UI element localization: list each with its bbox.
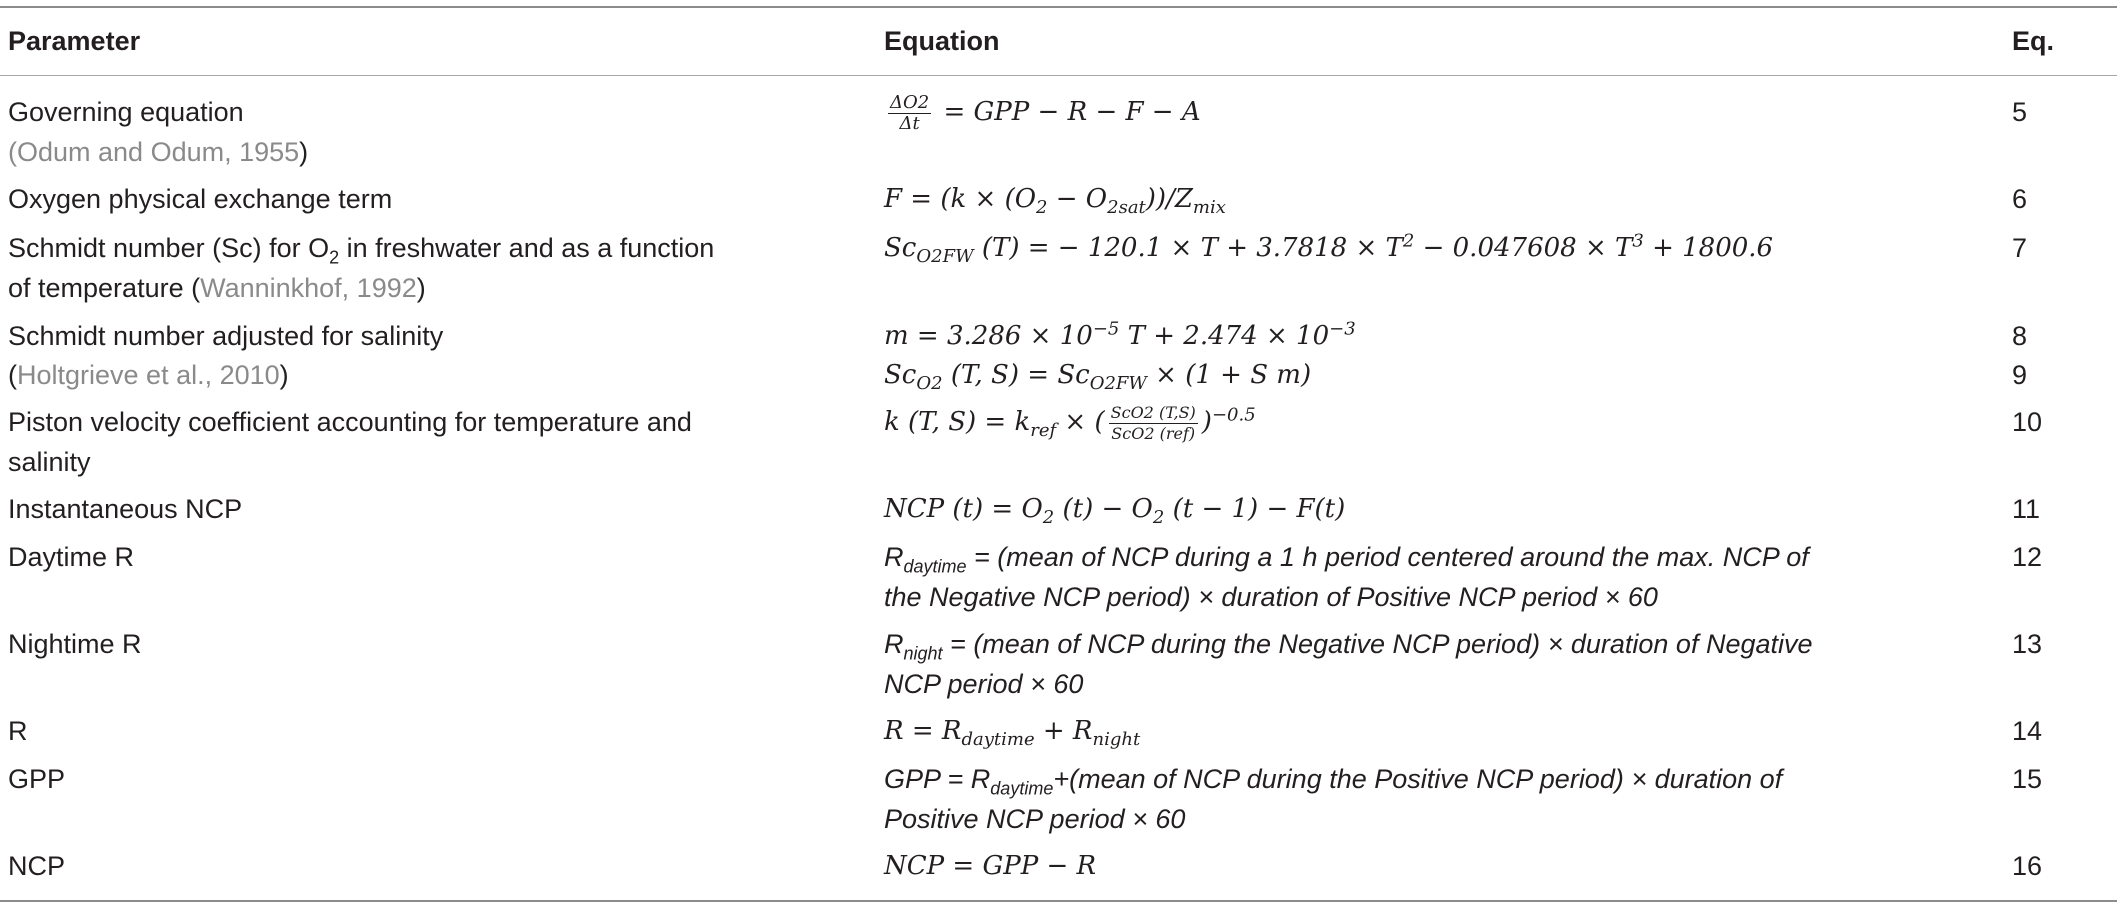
citation: Wanninkhof, 1992 xyxy=(200,273,417,303)
table-top-rule xyxy=(0,6,2117,8)
citation-paren: ) xyxy=(279,360,289,390)
fraction-numerator: ΔO2 xyxy=(890,91,930,113)
subscript: O2FW xyxy=(1089,373,1147,395)
equation-text: NCP = GPP − R xyxy=(884,851,1097,881)
equation-number: 9 xyxy=(2012,360,2028,390)
citation-paren: ) xyxy=(299,137,309,167)
parameter-cell xyxy=(8,355,798,395)
equation-number: 12 xyxy=(2012,542,2043,572)
equation-text: ))/Z xyxy=(1145,184,1193,214)
equation-number: 8 xyxy=(2012,321,2028,351)
citation-paren: ) xyxy=(416,273,426,303)
superscript: −5 xyxy=(1092,318,1120,340)
superscript: 2 xyxy=(1402,230,1415,252)
subscript: 2 xyxy=(1036,197,1048,219)
subscript: O2FW xyxy=(916,246,974,268)
header-eq-number: Eq. xyxy=(2012,26,2055,56)
fraction xyxy=(1109,403,1198,444)
equation-text: ) xyxy=(1201,407,1212,437)
equation-text: +(mean of NCP during the Positive NCP period) × duration of xyxy=(1053,764,1783,794)
citation: Odum and Odum, 1955 xyxy=(17,137,300,167)
equation-text: (T, S) = Sc xyxy=(942,360,1090,390)
equation-cell xyxy=(884,228,1934,268)
fraction-denominator: ScO2 (ref) xyxy=(1111,423,1196,443)
equation-text: Sc xyxy=(884,233,917,263)
subscript: night xyxy=(1092,729,1141,751)
citation-paren: ( xyxy=(8,137,17,167)
equation-text: + R xyxy=(1034,716,1093,746)
equation-text: (T) = − 120.1 × T + 3.7818 × T xyxy=(973,233,1403,263)
equation-cell xyxy=(884,711,1934,751)
equation-text: NCP (t) = O xyxy=(884,494,1043,524)
parameter-text: Piston velocity coefficient accounting for temperature and xyxy=(8,407,692,437)
equation-text: = (mean of NCP during the Negative NCP period) × duration of Negative xyxy=(942,629,1813,659)
superscript: −3 xyxy=(1329,318,1356,340)
equation-text: R xyxy=(884,542,904,572)
parameter-cell: R xyxy=(8,716,28,746)
equation-number: 7 xyxy=(2012,233,2028,263)
equation-cell xyxy=(884,92,1934,134)
table-bottom-rule xyxy=(0,900,2117,902)
equation-cell xyxy=(884,489,1934,529)
equation-number: 10 xyxy=(2012,407,2043,437)
citation-paren: ( xyxy=(8,360,17,390)
superscript: 3 xyxy=(1632,230,1644,252)
parameter-cell: Daytime R xyxy=(8,542,135,572)
parameter-cell xyxy=(8,228,798,308)
equation-text: k (T, S) = k xyxy=(884,407,1031,437)
equation-cell xyxy=(884,759,1934,839)
equation-cell xyxy=(884,316,1934,356)
equation-number: 11 xyxy=(2012,494,2041,524)
equation-text: F = (k × (O xyxy=(884,184,1037,214)
subscript: daytime xyxy=(990,778,1054,799)
equation-text: R = R xyxy=(884,716,962,746)
equation-text: = GPP − R − F − A xyxy=(935,97,1201,127)
parameter-cell: NCP xyxy=(8,851,66,881)
header-rule xyxy=(0,75,2117,76)
equation-text: GPP = R xyxy=(884,764,991,794)
equation-number: 14 xyxy=(2012,716,2043,746)
fraction-numerator: ScO2 (T,S) xyxy=(1110,402,1196,422)
equation-number: 5 xyxy=(2012,97,2028,127)
subscript: 2 xyxy=(1152,507,1165,529)
subscript: O2 xyxy=(916,373,943,395)
parameter-text: in freshwater and as a function xyxy=(339,233,715,263)
parameter-cell: Oxygen physical exchange term xyxy=(8,184,393,214)
equation-text: (t − 1) − F(t) xyxy=(1164,494,1346,524)
equation-text: (t) − O xyxy=(1054,494,1153,524)
equation-number: 13 xyxy=(2012,629,2043,659)
subscript: ref xyxy=(1030,420,1057,442)
superscript: −0.5 xyxy=(1211,404,1256,426)
equation-number: 15 xyxy=(2012,764,2043,794)
subscript: mix xyxy=(1192,197,1226,219)
equation-text: T + 2.474 × 10 xyxy=(1119,321,1330,351)
equation-text: R xyxy=(884,629,904,659)
parameter-text: salinity xyxy=(8,447,91,477)
parameter-text: Governing equation xyxy=(8,97,244,127)
subscript: 2 xyxy=(1042,507,1055,529)
subscript: 2sat xyxy=(1107,197,1146,219)
parameter-cell: GPP xyxy=(8,764,66,794)
equation-text: × (1 + S m) xyxy=(1146,360,1312,390)
equation-text: = (mean of NCP during a 1 h period centered around the max. NCP of xyxy=(966,542,1809,572)
equation-text: + 1800.6 xyxy=(1643,233,1774,263)
equation-cell xyxy=(884,402,1934,444)
parameter-cell: Instantaneous NCP xyxy=(8,494,243,524)
equation-number: 6 xyxy=(2012,184,2028,214)
equation-text: − O xyxy=(1047,184,1108,214)
equation-text: the Negative NCP period) × duration of Positive NCP period × 60 xyxy=(884,582,1658,612)
equation-text: Sc xyxy=(884,360,917,390)
parameter-cell: Schmidt number adjusted for salinity xyxy=(8,321,444,351)
subscript: daytime xyxy=(961,729,1035,751)
equation-cell xyxy=(884,846,1934,886)
equation-text: × ( xyxy=(1056,407,1105,437)
parameter-text: Schmidt number (Sc) for O xyxy=(8,233,330,263)
equation-cell xyxy=(884,355,1934,395)
parameter-cell xyxy=(8,402,798,482)
equation-text: Positive NCP period × 60 xyxy=(884,804,1186,834)
equation-text: m = 3.286 × 10 xyxy=(884,321,1093,351)
equation-text: NCP period × 60 xyxy=(884,669,1084,699)
equation-text: − 0.047608 × T xyxy=(1414,233,1633,263)
subscript: 2 xyxy=(329,247,340,268)
header-parameter: Parameter xyxy=(8,26,141,56)
subscript: night xyxy=(903,643,943,664)
parameter-text: of temperature ( xyxy=(8,273,201,303)
parameter-cell xyxy=(8,92,798,172)
equation-cell xyxy=(884,179,1934,219)
equation-cell xyxy=(884,537,1934,617)
subscript: daytime xyxy=(903,556,967,577)
citation: Holtgrieve et al., 2010 xyxy=(17,360,280,390)
equation-cell xyxy=(884,624,1934,704)
equation-number: 16 xyxy=(2012,851,2043,881)
fraction-denominator: Δt xyxy=(899,112,920,134)
header-equation: Equation xyxy=(884,26,1000,56)
fraction xyxy=(888,93,931,134)
parameter-cell: Nightime R xyxy=(8,629,142,659)
